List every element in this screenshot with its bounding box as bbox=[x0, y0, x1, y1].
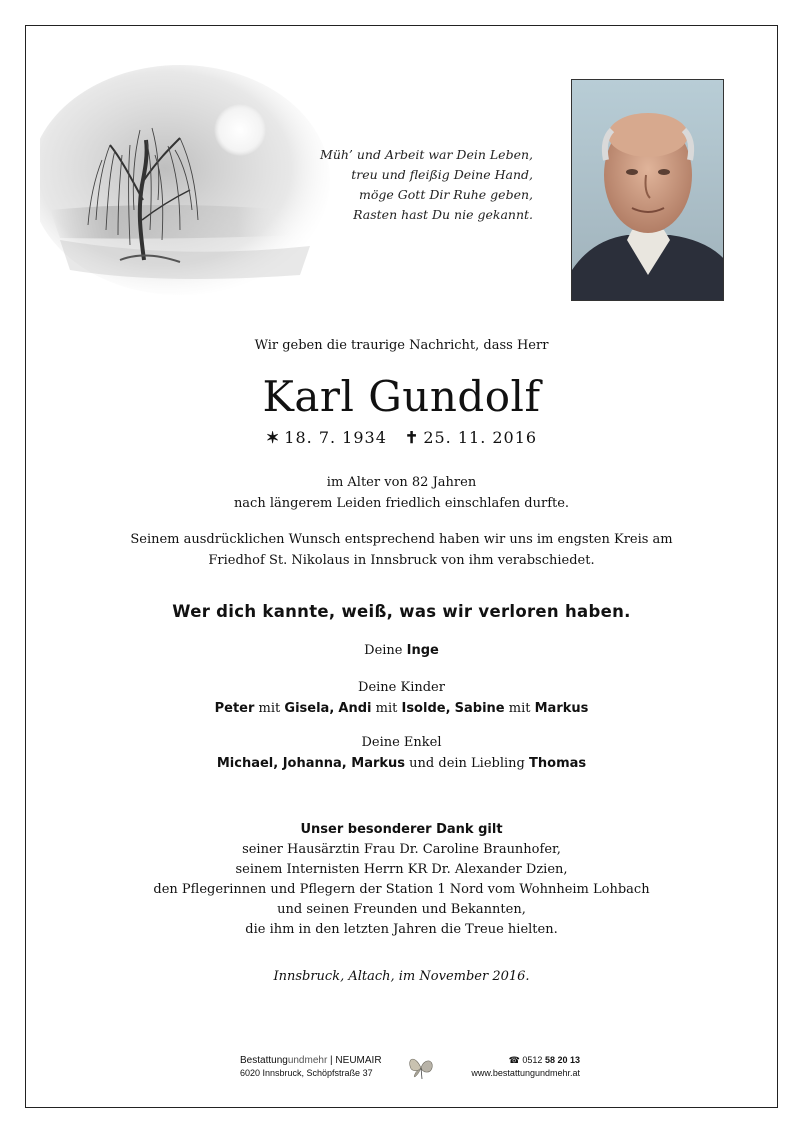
grandchildren-label: Deine Enkel bbox=[361, 735, 442, 750]
farewell-text bbox=[25, 529, 778, 571]
grandchild-name: Thomas bbox=[529, 756, 587, 771]
child-name: Isolde, bbox=[401, 701, 451, 716]
poem-line: möge Gott Dir Ruhe geben, bbox=[359, 187, 533, 202]
child-name: Sabine bbox=[454, 701, 505, 716]
death-date: 25. 11. 2016 bbox=[423, 428, 538, 447]
children-label: Deine Kinder bbox=[358, 680, 445, 695]
birth-star-icon: ✶ bbox=[265, 428, 281, 447]
footer-address: 6020 Innsbruck, Schöpfstraße 37 bbox=[240, 1068, 373, 1078]
brand-logo: Bestattungundmehr | NEUMAIR bbox=[240, 1055, 382, 1066]
connector: mit bbox=[375, 701, 398, 716]
closing-place-date: Innsbruck, Altach, im November 2016. bbox=[273, 969, 530, 984]
farewell-line: Seinem ausdrücklichen Wunsch entsprechend haben wir uns im engsten Kreis am bbox=[130, 532, 673, 547]
connector: mit bbox=[508, 701, 531, 716]
poem-line: Rasten hast Du nie gekannt. bbox=[353, 207, 533, 222]
funeral-home-footer bbox=[240, 1054, 580, 1084]
poem-line: Müh’ und Arbeit war Dein Leben, bbox=[320, 147, 533, 162]
connector: mit bbox=[258, 701, 281, 716]
farewell-line: Friedhof St. Nikolaus in Innsbruck von ihm verabschiedet. bbox=[208, 553, 595, 568]
grandchildren-names bbox=[25, 753, 778, 774]
grandchild-names: Michael, Johanna, Markus bbox=[216, 756, 406, 771]
portrait-photo bbox=[571, 79, 724, 301]
thanks-line: die ihm in den letzten Jahren die Treue hielten. bbox=[245, 922, 558, 937]
spouse-name: Inge bbox=[406, 643, 439, 658]
age-line: im Alter von 82 Jahren bbox=[326, 475, 477, 490]
thanks-line: seinem Internisten Herrn KR Dr. Alexander Dzien, bbox=[235, 862, 568, 877]
thanks-line: seiner Hausärztin Frau Dr. Caroline Braunhofer, bbox=[242, 842, 561, 857]
butterfly-icon bbox=[406, 1054, 436, 1082]
children-block bbox=[25, 677, 778, 719]
spouse-block bbox=[25, 640, 778, 661]
phone-icon: ☎ bbox=[508, 1055, 520, 1065]
thanks-block bbox=[25, 820, 778, 940]
thanks-line: und seinen Freunden und Bekannten, bbox=[277, 902, 526, 917]
thanks-line: den Pflegerinnen und Pflegern der Station 1 Nord vom Wohnheim Lohbach bbox=[153, 882, 650, 897]
motto: Wer dich kannte, weiß, was wir verloren haben. bbox=[172, 602, 631, 621]
life-dates bbox=[25, 428, 778, 447]
death-cross-icon: ✝ bbox=[404, 428, 420, 447]
connector: und dein Liebling bbox=[409, 756, 525, 771]
child-name: Markus bbox=[534, 701, 589, 716]
footer-left bbox=[240, 1054, 382, 1080]
child-name: Gisela, bbox=[284, 701, 335, 716]
footer-right bbox=[471, 1054, 580, 1080]
poem bbox=[250, 145, 533, 225]
thanks-heading: Unser besonderer Dank gilt bbox=[300, 822, 503, 837]
age-line: nach längerem Leiden friedlich einschlafen durfte. bbox=[233, 496, 570, 511]
spouse-label: Deine bbox=[364, 643, 403, 658]
children-names bbox=[25, 698, 778, 719]
age-text bbox=[25, 472, 778, 514]
child-name: Andi bbox=[338, 701, 372, 716]
footer-phone: ☎ 0512 58 20 13 bbox=[508, 1055, 580, 1065]
child-name: Peter bbox=[214, 701, 255, 716]
deceased-name: Karl Gundolf bbox=[262, 372, 541, 421]
grandchildren-block bbox=[25, 732, 778, 774]
footer-website[interactable]: www.bestattungundmehr.at bbox=[471, 1068, 580, 1078]
poem-line: treu und fleißig Deine Hand, bbox=[351, 167, 533, 182]
intro-text: Wir geben die traurige Nachricht, dass Herr bbox=[254, 338, 549, 353]
birth-date: 18. 7. 1934 bbox=[284, 428, 387, 447]
